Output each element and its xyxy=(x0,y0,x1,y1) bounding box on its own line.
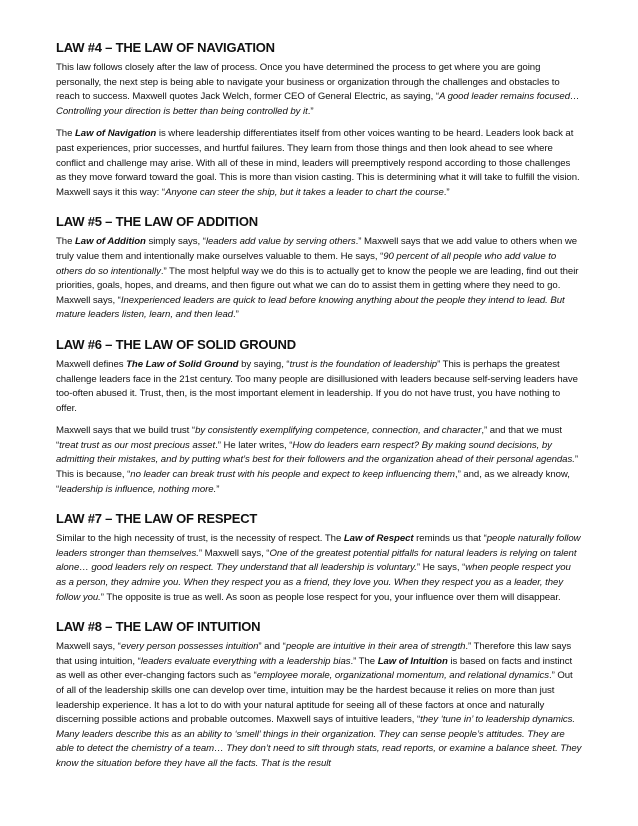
document-page xyxy=(56,40,582,780)
quoted-text: leaders evaluate everything with a leadership bias xyxy=(140,655,351,667)
quoted-text: A good leader remains focused… Controlling your direction is better than being controlled by it xyxy=(56,91,580,117)
section-law-7 xyxy=(56,511,582,605)
text-run: ” xyxy=(216,483,220,495)
text-run: This law follows closely after the law of process. Once you have determined the process to get where you are going personally, the next step is being able to navigate your business or organization through the challenges and obstacles to reach to success. Maxwell quotes Jack Welch, former CEO of General Electric, as saying, “ xyxy=(56,62,560,103)
emphasized-term: Law of Intuition xyxy=(377,655,448,667)
body-paragraph xyxy=(56,235,582,323)
text-run: The xyxy=(56,236,75,248)
quoted-text: people naturally follow leaders stronger than themselves. xyxy=(56,533,581,559)
body-paragraph xyxy=(56,640,582,771)
text-run: ” This is perhaps the greatest challenge leaders face in the 21st century. Too many people are disillusioned with leaders because self-serving leaders have too-often abused it. Trust, then, is the most important element in leadership. If you do not have trust, you have nothing to offer. xyxy=(56,358,578,414)
section-law-6 xyxy=(56,337,582,497)
text-run: .” He later writes, “ xyxy=(215,439,293,451)
emphasized-term: Law of Navigation xyxy=(75,128,157,140)
text-run: Maxwell says that we build trust “ xyxy=(56,425,196,437)
section-heading: LAW #5 – THE LAW OF ADDITION xyxy=(56,214,258,230)
section-heading: LAW #8 – THE LAW OF INTUITION xyxy=(56,619,261,635)
quoted-text: by consistently exemplifying competence, connection, and character xyxy=(195,425,482,437)
quoted-text: One of the greatest potential pitfalls for natural leaders is relying on talent alone… good leaders rely on respect. They understand that all leadership is voluntary. xyxy=(56,547,577,574)
text-run: .” xyxy=(443,186,450,198)
body-paragraph xyxy=(56,424,582,497)
text-run: ,” and, as we already know, “ xyxy=(56,469,570,495)
section-heading: LAW #6 – THE LAW OF SOLID GROUND xyxy=(56,336,296,352)
text-run: is based on facts and instinct as well as other ever-changing factors such as “ xyxy=(56,655,573,682)
quoted-text: leaders add value by serving others xyxy=(205,236,356,248)
text-run: .” xyxy=(307,105,314,117)
text-run: is where leadership differentiates itself from other voices wanting to be heard. Leaders look back at past experiences, prior successes, and hurtful failures. They learn from those things and then look ahead to see where conflict and challenge may arise. With all of these in mind, leaders will preemptively respond according to those challenges as they move forward toward the goal. This is more than vision casting. This is determining what it will take to fulfill the vision. Maxwell says it this way: “ xyxy=(56,128,580,198)
section-heading: LAW #7 – THE LAW OF RESPECT xyxy=(56,511,258,527)
text-run: .” The most helpful way we do this is to actually get to know the people we are leading, find out their priorities, goals, hopes, and dreams, and then figure out what we can do to assist them in getting where they need to go. Maxwell says, “ xyxy=(56,265,579,306)
text-run: ” This is because, “ xyxy=(56,454,578,481)
section-law-5 xyxy=(56,214,582,323)
section-law-4 xyxy=(56,40,582,200)
body-paragraph xyxy=(56,127,582,200)
text-run: .” Therefore this law says that using intuition, “ xyxy=(56,641,572,667)
text-run: ” He says, “ xyxy=(416,562,466,574)
text-run: ,” and that we must “ xyxy=(56,425,562,451)
body-paragraph xyxy=(56,358,582,416)
emphasized-term: Law of Respect xyxy=(343,533,414,545)
quoted-text: Inexperienced leaders are quick to lead before knowing anything about the people they intend to lead. But mature leaders listen, learn, and then lead xyxy=(56,294,565,321)
quoted-text: when people respect you as a person, they admire you. When they respect you as a friend, they love you. When they respect you as a leader, they follow you. xyxy=(56,562,571,603)
body-paragraph xyxy=(56,61,582,119)
emphasized-term: Law of Addition xyxy=(75,236,146,248)
section-heading: LAW #4 – THE LAW OF NAVIGATION xyxy=(56,40,275,55)
quoted-text: every person possesses intuition xyxy=(120,641,259,653)
text-run: ” Maxwell says, “ xyxy=(198,547,270,559)
text-run: .” Out of all of the leadership skills one can develop over time, intuition may be the hardest because it relies on more than just leadership experience. It has a lot to do with your natural aptitude for seeing all of these factors at once and naturally discerning possible actions and probable outcomes. Maxwell says of intuitive leaders, “ xyxy=(56,670,573,726)
text-run: reminds us that “ xyxy=(413,533,487,545)
text-run: simply says, “ xyxy=(145,236,206,248)
text-run: Maxwell defines xyxy=(56,358,127,370)
text-run: The xyxy=(56,128,75,140)
quoted-text: people are intuitive in their area of strength xyxy=(285,641,466,653)
text-run: .” The xyxy=(350,655,378,667)
emphasized-term: The Law of Solid Ground xyxy=(126,358,239,370)
quoted-text: employee morale, organizational momentum, and relational dynamics xyxy=(256,670,549,682)
quoted-text: 90 percent of all people who add value to others do so intentionally xyxy=(56,250,557,277)
text-run: .” xyxy=(233,309,239,321)
body-paragraph xyxy=(56,532,582,605)
section-law-8 xyxy=(56,619,582,771)
quoted-text: trust is the foundation of leadership xyxy=(289,358,438,370)
text-run: ” The opposite is true as well. As soon as people lose respect for you, your influence over them will disappear. xyxy=(100,591,561,603)
text-run: by saying, “ xyxy=(238,358,290,370)
text-run: .” Maxwell says that we add value to others when we truly value them and intentionally make ourselves valuable to them. He says, “ xyxy=(56,236,578,262)
quoted-text: How do leaders earn respect? By making sound decisions, by admitting their mistakes, and by putting what’s best for their followers and the organization ahead of their personal agendas. xyxy=(56,439,575,466)
quoted-text: they ‘tune in’ to leadership dynamics. Many leaders describe this as an ability to ‘smell’ things in their organization. They can sense people’s attitudes. They are able to detect the chemistry of a team… They don’t need to sift through stats, read reports, or examine a balance sheet. They know the situation before they have all the facts. That is the result xyxy=(56,714,582,769)
quoted-text: Anyone can steer the ship, but it takes a leader to chart the course xyxy=(165,186,444,198)
quoted-text: leadership is influence, nothing more. xyxy=(59,483,217,495)
text-run: ” and “ xyxy=(258,641,286,653)
quoted-text: no leader can break trust with his people and expect to keep influencing them xyxy=(130,469,455,481)
quoted-text: treat trust as our most precious asset xyxy=(59,439,216,451)
text-run: Maxwell says, “ xyxy=(56,641,121,653)
text-run: Similar to the high necessity of trust, is the necessity of respect. The xyxy=(56,533,344,545)
